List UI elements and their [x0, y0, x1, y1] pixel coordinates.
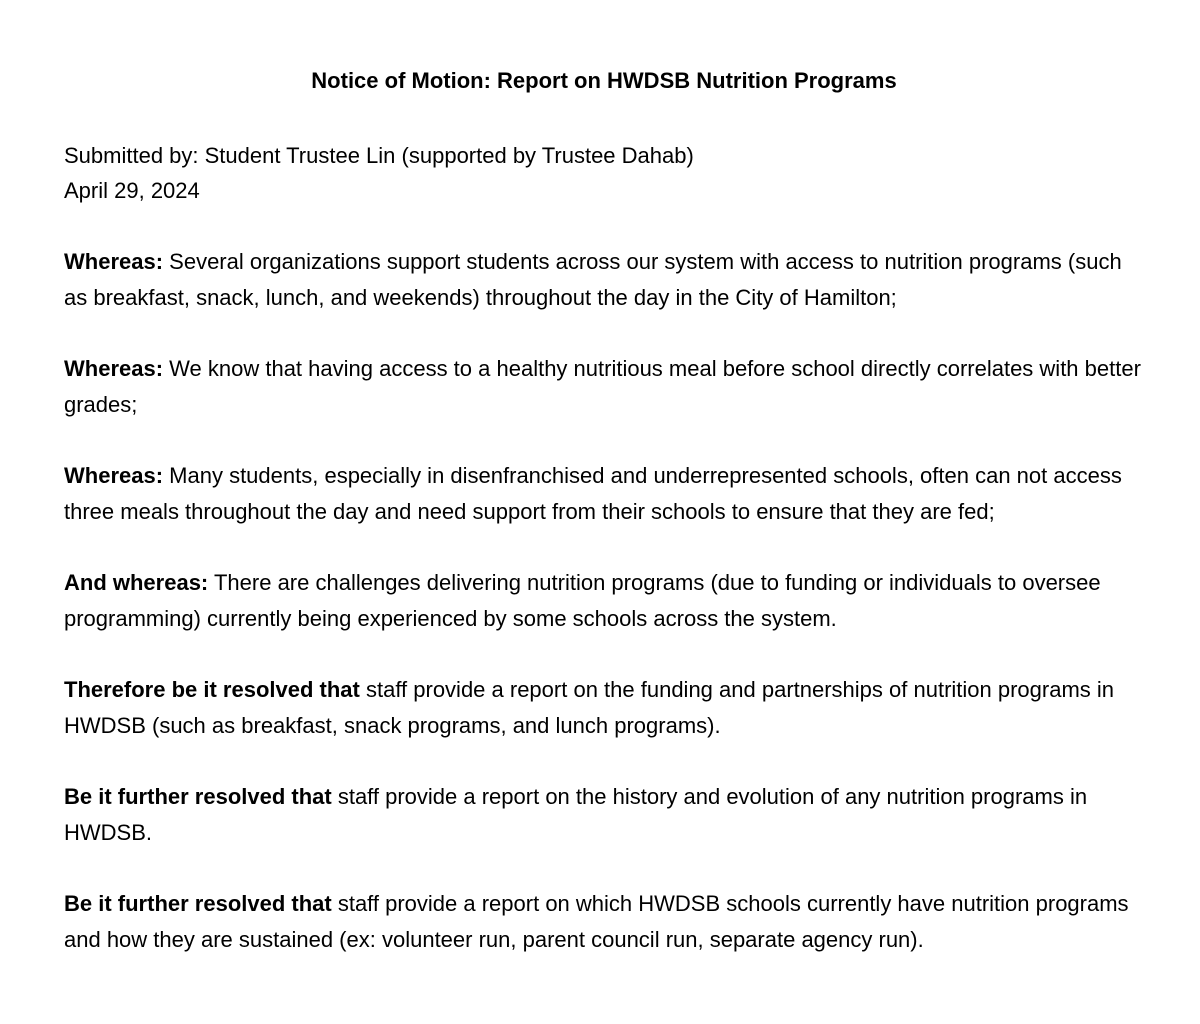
paragraph-lead: And whereas: — [64, 570, 209, 595]
paragraph-lead: Be it further resolved that — [64, 784, 332, 809]
paragraph-lead: Whereas: — [64, 249, 164, 274]
paragraph-body: We know that having access to a healthy nutritious meal before school directly correlates with better grades; — [64, 356, 1141, 417]
paragraph-body: staff provide a report on the funding and partnerships of nutrition programs in HWDSB (such as breakfast, snack programs, and lunch programs). — [64, 677, 1115, 738]
document-title: Notice of Motion: Report on HWDSB Nutrition Programs — [311, 68, 897, 93]
submitted-by: Submitted by: Student Trustee Lin (supported by Trustee Dahab) — [64, 143, 694, 168]
paragraph-lead: Whereas: — [64, 356, 164, 381]
document-date: April 29, 2024 — [64, 178, 200, 203]
whereas-paragraph-3 — [64, 458, 1148, 529]
whereas-paragraph-4 — [64, 565, 1148, 636]
paragraph-body: staff provide a report on the history and evolution of any nutrition programs in HWDSB. — [64, 784, 1088, 845]
paragraph-body: Several organizations support students across our system with access to nutrition programs (such as breakfast, snack, lunch, and weekends) throughout the day in the City of Hamilton; — [64, 249, 1122, 310]
paragraph-lead: Be it further resolved that — [64, 891, 332, 916]
paragraph-lead: Therefore be it resolved that — [64, 677, 360, 702]
document-meta — [64, 138, 1148, 208]
resolution-paragraph-2 — [64, 779, 1148, 850]
paragraph-body: staff provide a report on which HWDSB schools currently have nutrition programs and how they are sustained (ex: volunteer run, parent council run, separate agency run). — [64, 891, 1129, 952]
whereas-paragraph-2 — [64, 351, 1148, 422]
resolution-paragraph-3 — [64, 886, 1148, 957]
paragraph-lead: Whereas: — [64, 463, 164, 488]
paragraph-body: There are challenges delivering nutrition programs (due to funding or individuals to oversee programming) currently being experienced by some schools across the system. — [64, 570, 1101, 631]
resolution-paragraph-1 — [64, 672, 1148, 743]
whereas-paragraph-1 — [64, 244, 1148, 315]
paragraph-body: Many students, especially in disenfranchised and underrepresented schools, often can not access three meals throughout the day and need support from their schools to ensure that they are fed; — [64, 463, 1122, 524]
